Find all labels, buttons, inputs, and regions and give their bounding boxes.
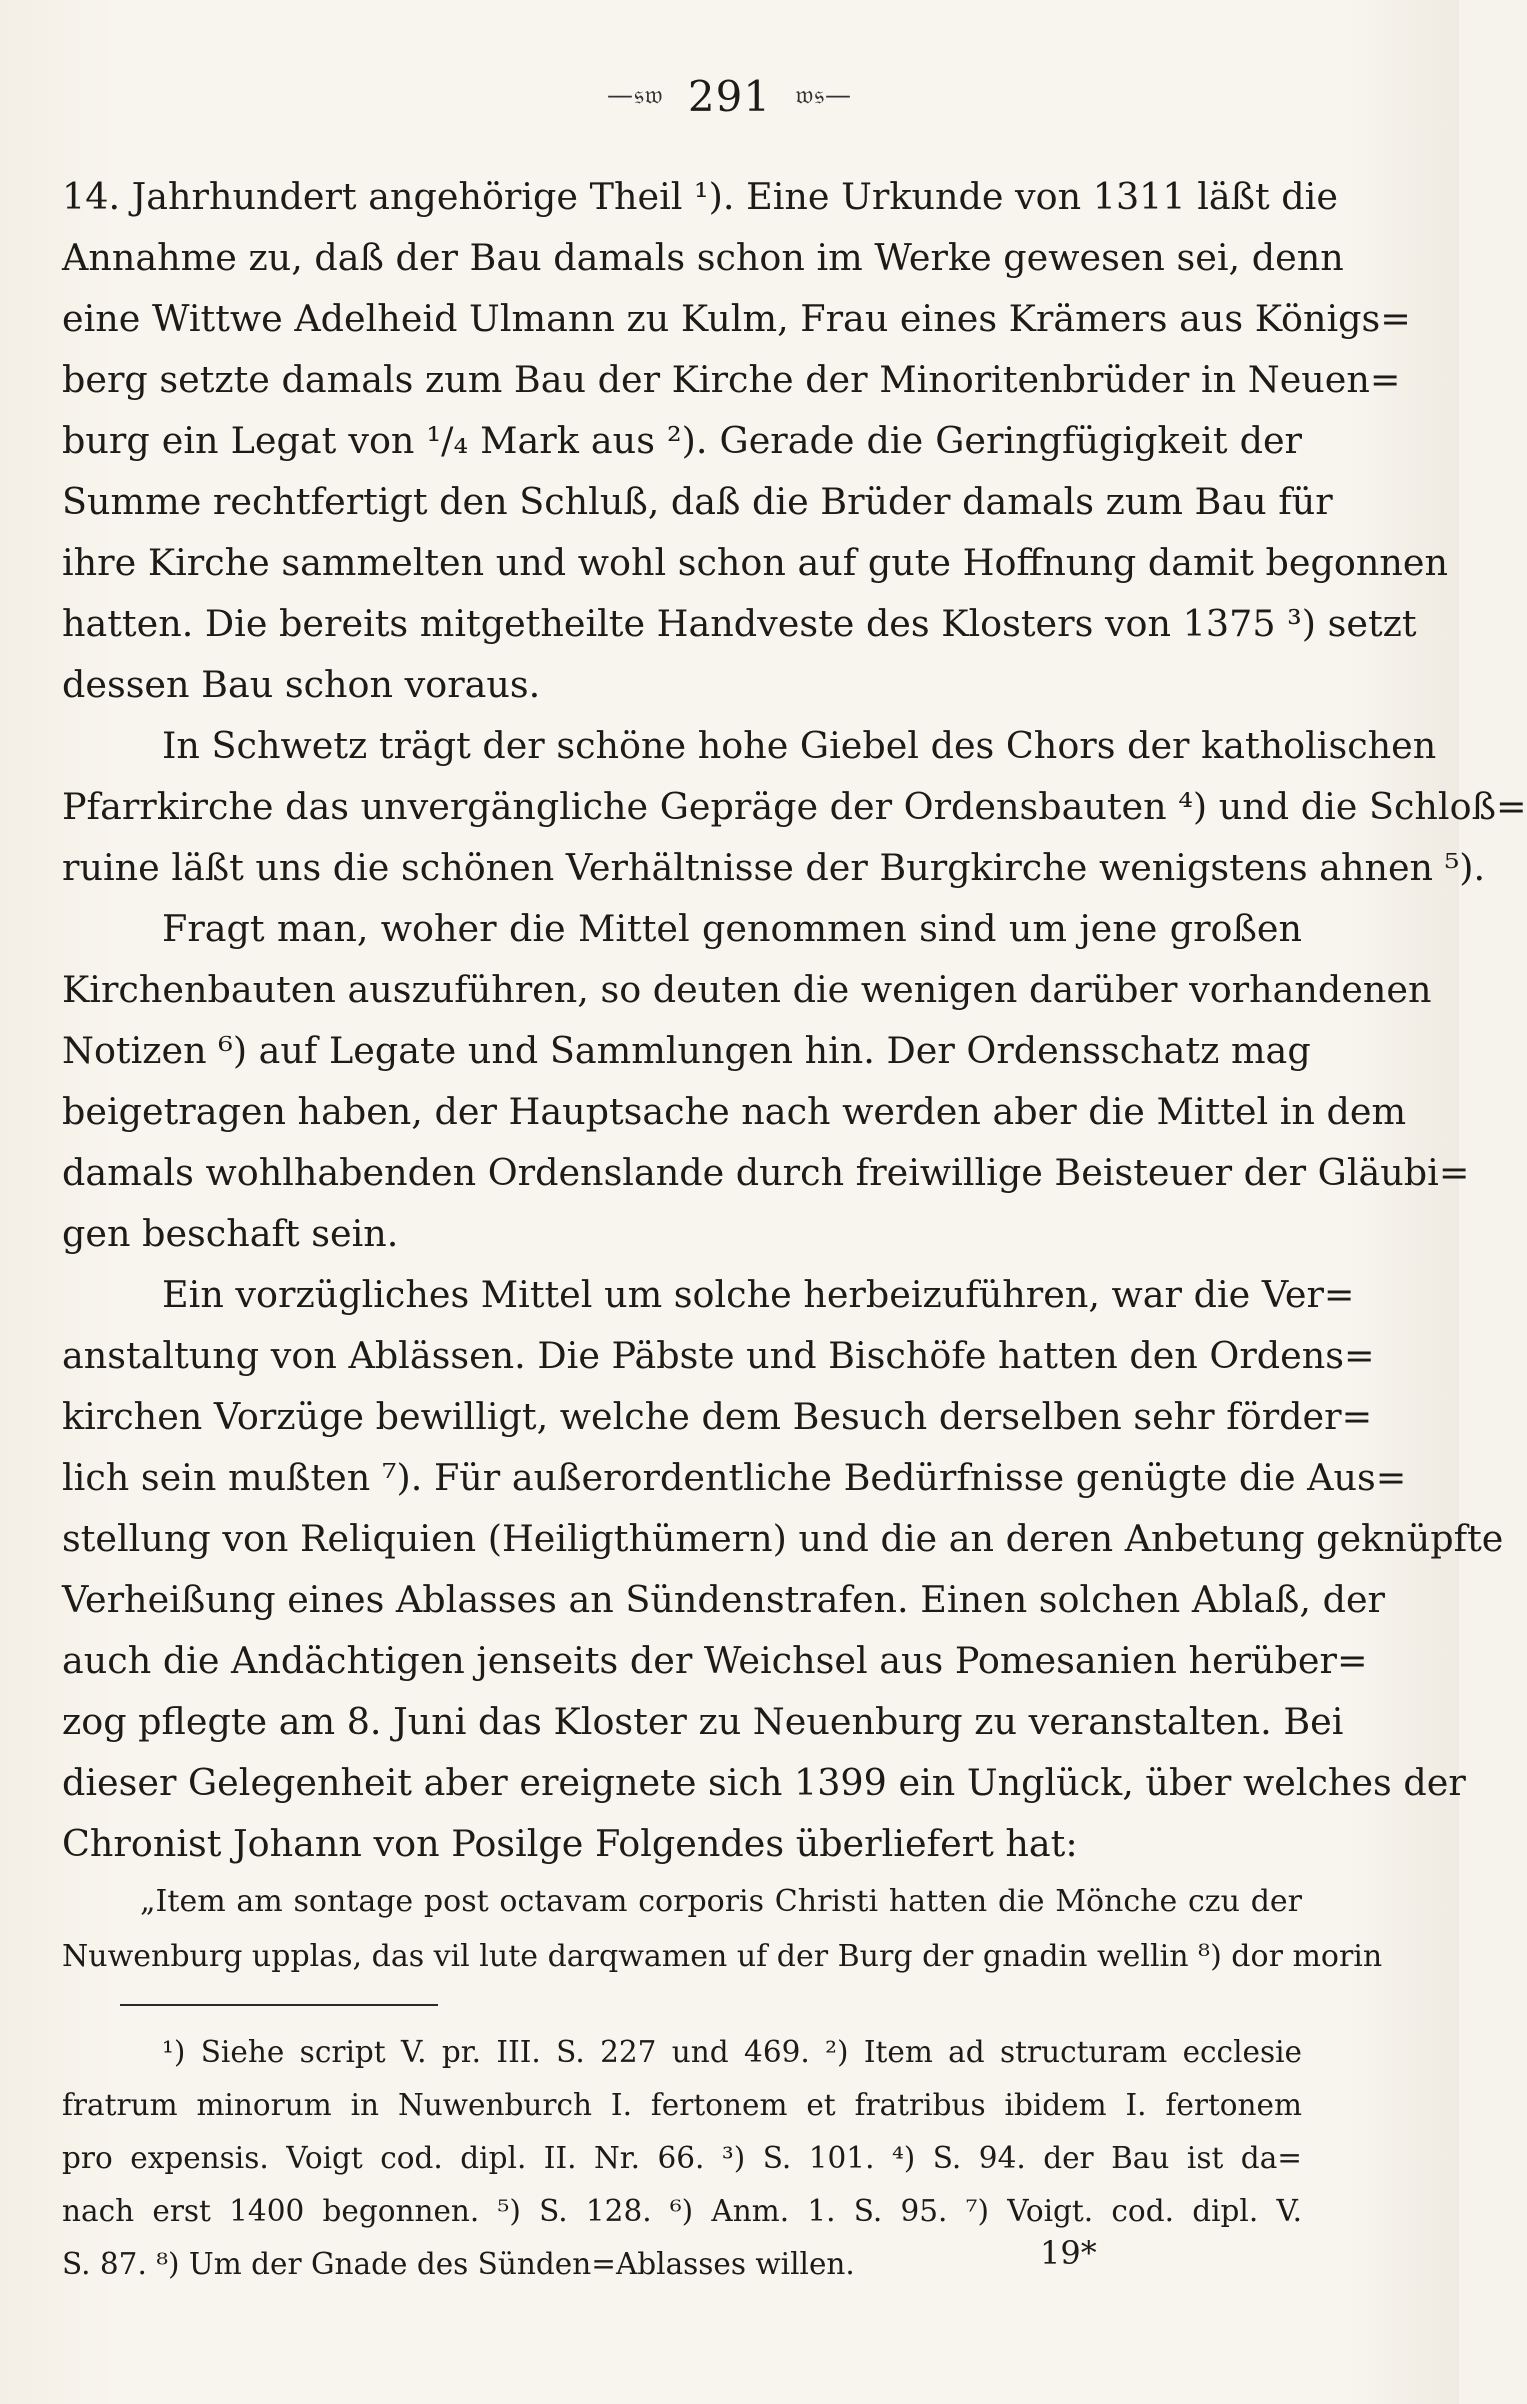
text-line: Fragt man, woher die Mittel genommen sind um jene großen	[162, 907, 1302, 950]
text-line: 14. Jahrhundert angehörige Theil ¹). Eine Urkunde von 1311 läßt die	[62, 175, 1338, 218]
text-line: berg setzte damals zum Bau der Kirche der Minoritenbrüder in Neuen=	[62, 358, 1401, 401]
text-line: auch die Andächtigen jenseits der Weichsel aus Pomesanien herüber=	[62, 1639, 1368, 1682]
text-line: In Schwetz trägt der schöne hohe Giebel des Chors der katholischen	[162, 724, 1437, 767]
page-number: 291	[687, 71, 772, 121]
quote-line: „Item am sontage post octavam corporis Christi hatten die Mönche czu der	[140, 1884, 1302, 1919]
header-ornament-left: —𝔰𝔴	[607, 80, 664, 111]
text-line: dessen Bau schon voraus.	[62, 663, 541, 706]
text-line: anstaltung von Ablässen. Die Päbste und Bischöfe hatten den Ordens=	[62, 1334, 1375, 1377]
text-line: eine Wittwe Adelheid Ulmann zu Kulm, Frau eines Krämers aus Königs=	[62, 297, 1411, 340]
text-line: Summe rechtfertigt den Schluß, daß die Brüder damals zum Bau für	[62, 480, 1333, 523]
text-line: Ein vorzügliches Mittel um solche herbeizuführen, war die Ver=	[162, 1273, 1355, 1316]
header-ornament-right: 𝔴𝔰—	[795, 80, 852, 111]
text-line: lich sein mußten ⁷). Für außerordentliche Bedürfnisse genügte die Aus=	[62, 1456, 1407, 1499]
chronicle-quote	[62, 1874, 1383, 1984]
footnotes	[62, 2026, 1302, 2291]
text-line: ihre Kirche sammelten und wohl schon auf gute Hoffnung damit begonnen	[62, 541, 1448, 584]
footnote-line: nach erst 1400 begonnen. ⁵) S. 128. ⁶) Anm. 1. S. 95. ⁷) Voigt. cod. dipl. V.	[62, 2194, 1302, 2228]
text-line: zog pflegte am 8. Juni das Kloster zu Neuenburg zu veranstalten. Bei	[62, 1700, 1344, 1743]
footnote-divider	[120, 2004, 438, 2006]
page-header	[0, 68, 1459, 121]
quote-line: Nuwenburg upplas, das vil lute darqwamen uf der Burg der gnadin wellin ⁸) dor morin	[62, 1939, 1383, 1974]
text-line: dieser Gelegenheit aber ereignete sich 1399 ein Unglück, über welches der	[62, 1761, 1466, 1804]
text-line: beigetragen haben, der Hauptsache nach werden aber die Mittel in dem	[62, 1090, 1407, 1133]
paragraph-3	[62, 898, 1470, 1264]
text-line: Annahme zu, daß der Bau damals schon im Werke gewesen sei, denn	[62, 236, 1344, 279]
footnote-line: S. 87. ⁸) Um der Gnade des Sünden=Ablasses willen.	[62, 2247, 855, 2281]
text-line: burg ein Legat von ¹/₄ Mark aus ²). Gerade die Geringfügigkeit der	[62, 419, 1302, 462]
paragraph-1	[62, 166, 1448, 715]
text-line: damals wohlhabenden Ordenslande durch freiwillige Beisteuer der Gläubi=	[62, 1151, 1470, 1194]
text-line: hatten. Die bereits mitgetheilte Handveste des Klosters von 1375 ³) setzt	[62, 602, 1417, 645]
footnote-line: pro expensis. Voigt cod. dipl. II. Nr. 66. ³) S. 101. ⁴) S. 94. der Bau ist da=	[62, 2141, 1302, 2175]
page-body	[62, 166, 1527, 2291]
paragraph-2	[62, 715, 1527, 898]
text-line: ruine läßt uns die schönen Verhältnisse der Burgkirche wenigstens ahnen ⁵).	[62, 846, 1486, 889]
text-line: stellung von Reliquien (Heiligthümern) und die an deren Anbetung geknüpfte	[62, 1517, 1504, 1560]
text-line: Notizen ⁶) auf Legate und Sammlungen hin. Der Ordensschatz mag	[62, 1029, 1311, 1072]
footnote-line: ¹) Siehe script V. pr. III. S. 227 und 469. ²) Item ad structuram ecclesie	[162, 2035, 1302, 2069]
text-line: Kirchenbauten auszuführen, so deuten die wenigen darüber vorhandenen	[62, 968, 1432, 1011]
text-line: Verheißung eines Ablasses an Sündenstrafen. Einen solchen Ablaß, der	[62, 1578, 1386, 1621]
text-line: kirchen Vorzüge bewilligt, welche dem Besuch derselben sehr förder=	[62, 1395, 1373, 1438]
text-line: gen beschaft sein.	[62, 1212, 399, 1255]
text-line: Pfarrkirche das unvergängliche Gepräge der Ordensbauten ⁴) und die Schloß=	[62, 785, 1527, 828]
text-line: Chronist Johann von Posilge Folgendes überliefert hat:	[62, 1822, 1078, 1865]
paragraph-4	[62, 1264, 1504, 1874]
signature-mark: 19*	[1040, 2234, 1097, 2272]
footnote-line: fratrum minorum in Nuwenburch I. fertonem et fratribus ibidem I. fertonem	[62, 2088, 1302, 2122]
